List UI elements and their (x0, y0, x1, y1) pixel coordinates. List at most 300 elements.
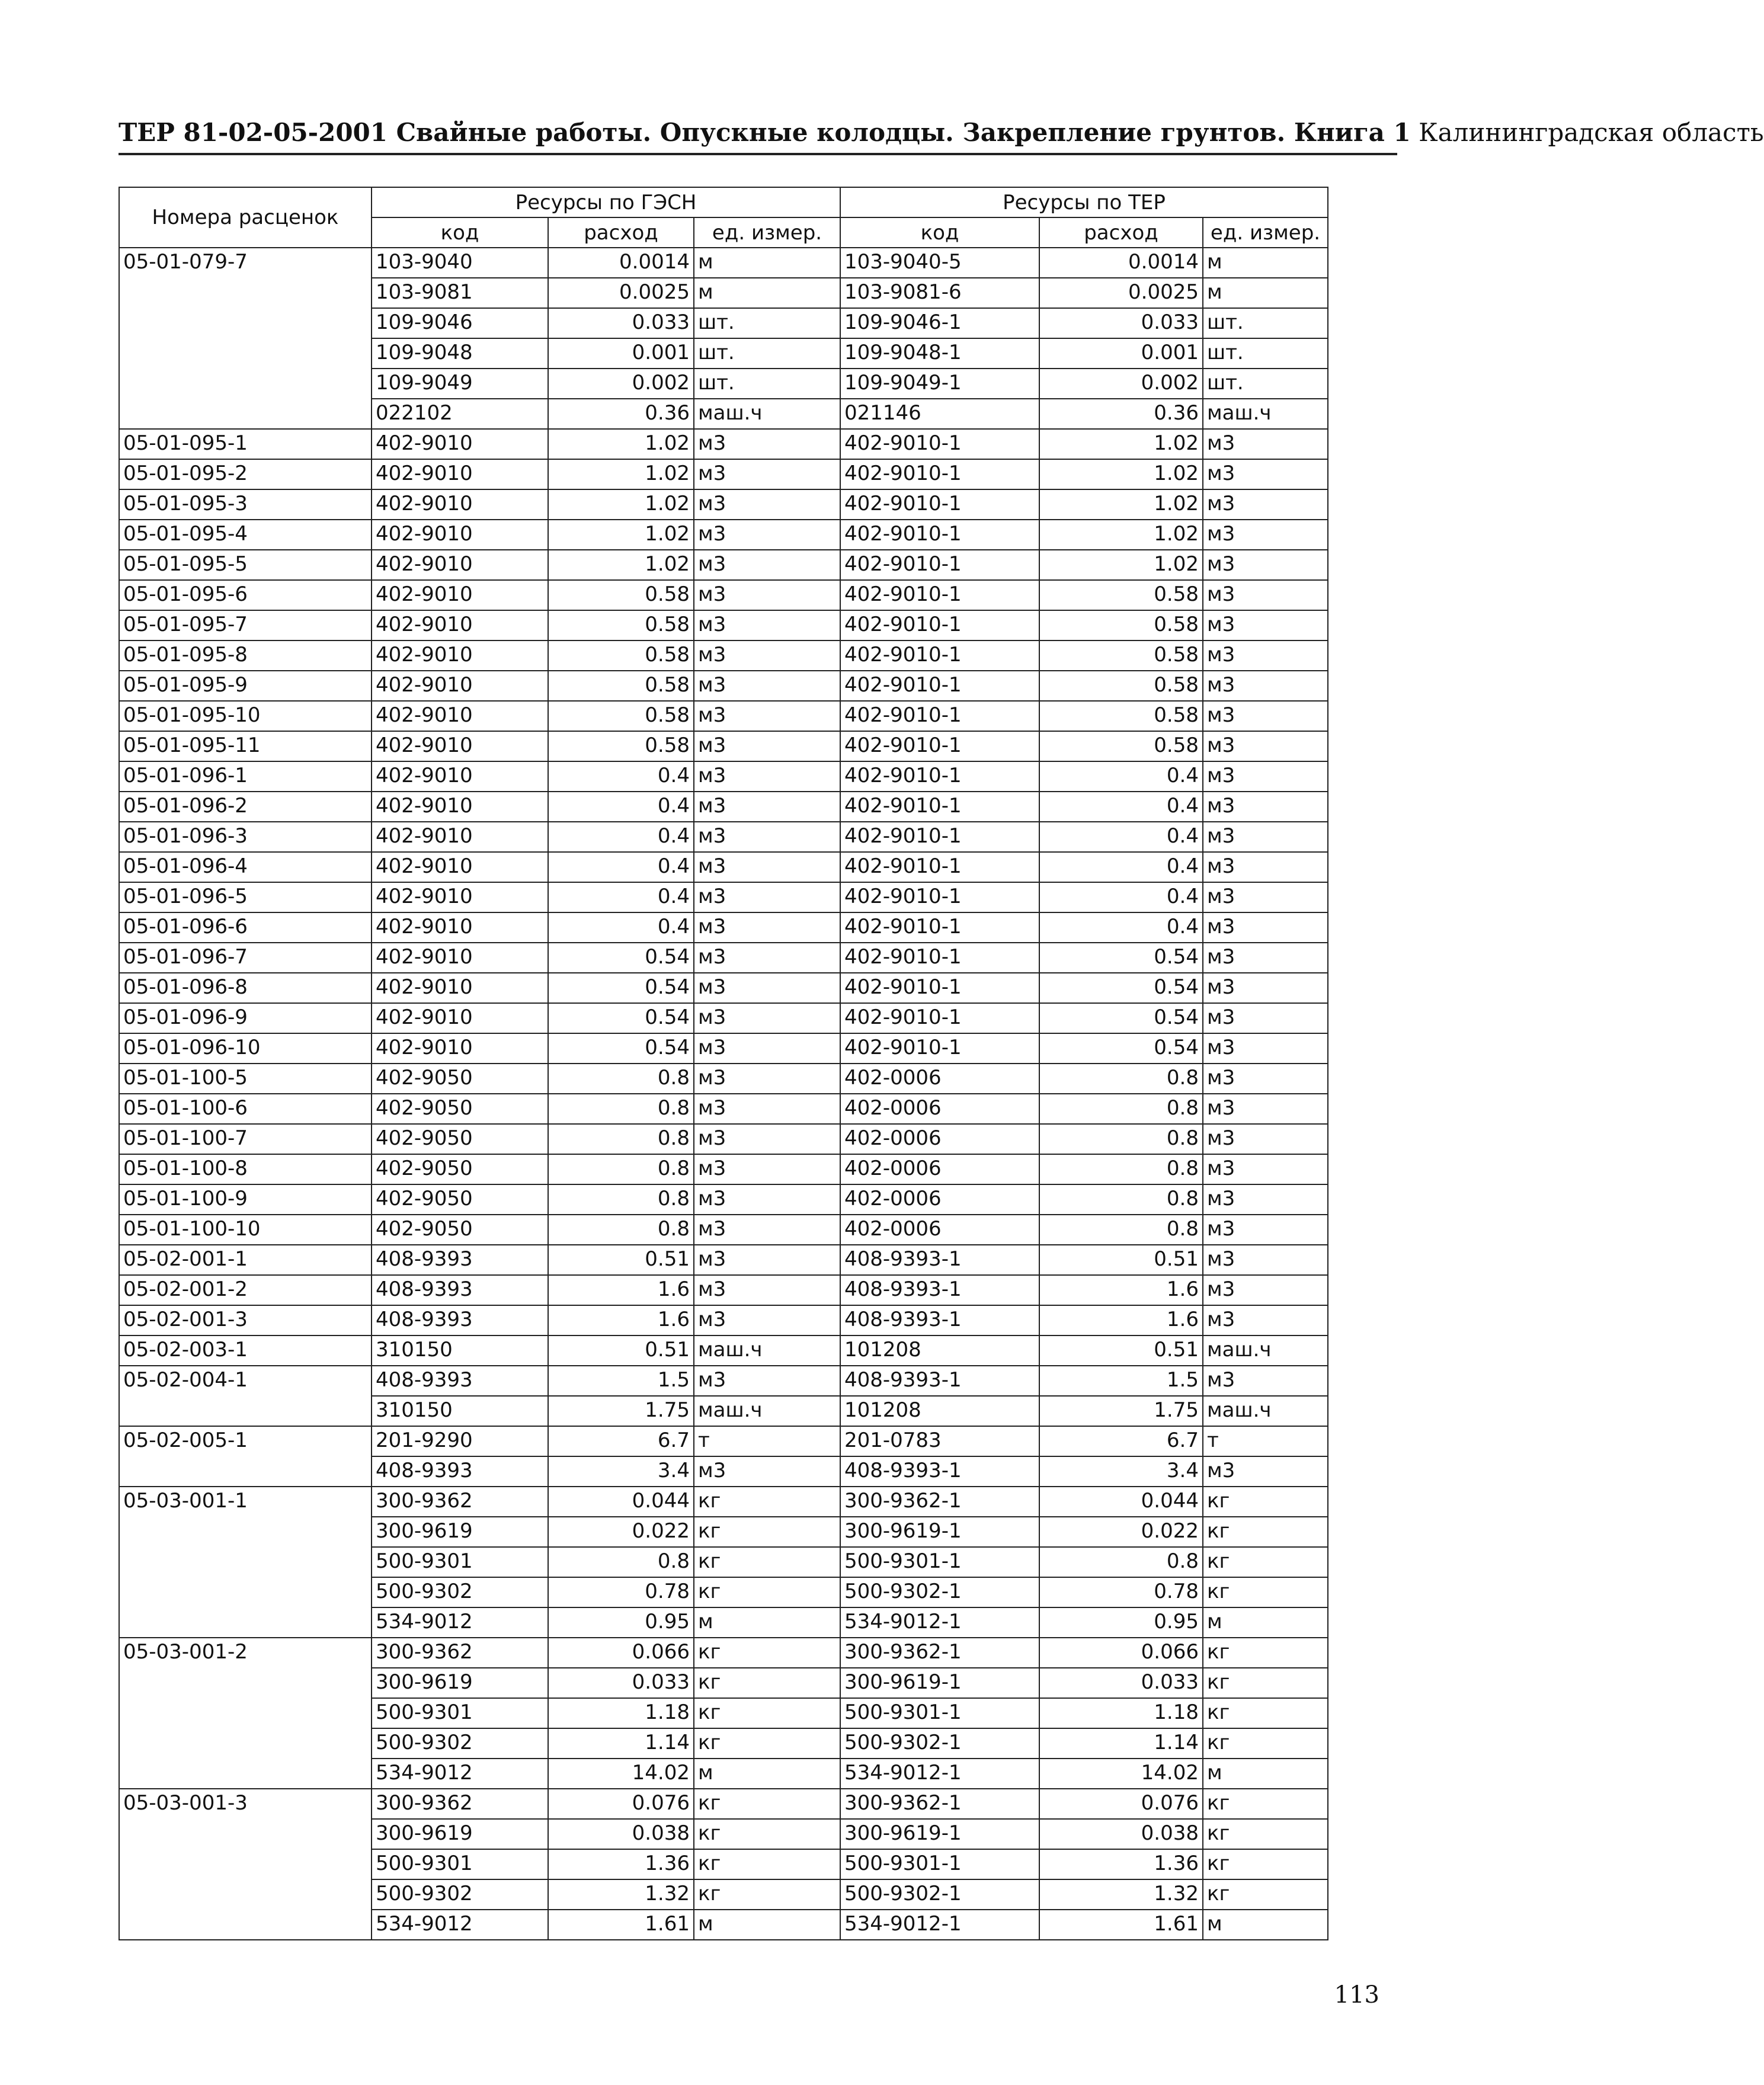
gesn-code-cell: 402-9050 (372, 1215, 548, 1245)
ter-qty-cell: 1.02 (1039, 489, 1203, 520)
gesn-qty-cell: 0.4 (548, 852, 694, 882)
gesn-code-cell: 402-9010 (372, 1003, 548, 1033)
ter-qty-cell: 1.6 (1039, 1275, 1203, 1305)
gesn-unit-cell: кг (694, 1819, 840, 1849)
gesn-unit-cell: шт. (694, 369, 840, 399)
ter-qty-cell: 1.02 (1039, 459, 1203, 489)
ter-code-cell: 500-9302-1 (840, 1577, 1039, 1607)
gesn-qty-cell: 0.0025 (548, 278, 694, 308)
ter-qty-cell: 6.7 (1039, 1426, 1203, 1456)
ter-code-cell: 300-9362-1 (840, 1487, 1039, 1517)
gesn-code-cell: 300-9362 (372, 1638, 548, 1668)
gesn-qty-cell: 0.8 (548, 1215, 694, 1245)
ter-qty-cell: 1.32 (1039, 1879, 1203, 1910)
ter-code-cell: 408-9393-1 (840, 1275, 1039, 1305)
ter-unit-cell: кг (1203, 1698, 1328, 1728)
ter-qty-cell: 1.18 (1039, 1698, 1203, 1728)
gesn-unit-cell: кг (694, 1728, 840, 1759)
gesn-qty-cell: 0.51 (548, 1245, 694, 1275)
table-row (119, 459, 1328, 489)
ter-code-cell: 402-9010-1 (840, 550, 1039, 580)
table-row (119, 1245, 1328, 1275)
ter-qty-cell: 0.95 (1039, 1607, 1203, 1638)
ter-code-cell: 402-9010-1 (840, 489, 1039, 520)
ter-unit-cell: м3 (1203, 640, 1328, 671)
ter-qty-cell: 0.54 (1039, 1033, 1203, 1064)
gesn-code-cell: 103-9040 (372, 248, 548, 278)
gesn-unit-cell: м3 (694, 1456, 840, 1487)
ter-unit-cell: шт. (1203, 338, 1328, 369)
rate-number-cell: 05-01-096-9 (119, 1003, 372, 1033)
table-row (119, 671, 1328, 701)
ter-code-cell: 402-0006 (840, 1154, 1039, 1184)
rate-number-cell: 05-03-001-1 (119, 1487, 372, 1638)
ter-unit-cell: м3 (1203, 429, 1328, 459)
gesn-code-cell: 402-9010 (372, 852, 548, 882)
table-row (119, 822, 1328, 852)
rate-number-cell: 05-03-001-3 (119, 1789, 372, 1940)
rate-number-cell: 05-01-095-10 (119, 701, 372, 731)
ter-unit-cell: м3 (1203, 912, 1328, 943)
gesn-code-cell: 402-9010 (372, 882, 548, 912)
ter-unit-cell: кг (1203, 1517, 1328, 1547)
gesn-qty-cell: 0.4 (548, 882, 694, 912)
ter-qty-cell: 1.14 (1039, 1728, 1203, 1759)
ter-code-cell: 500-9301-1 (840, 1849, 1039, 1879)
rate-number-cell: 05-02-001-1 (119, 1245, 372, 1275)
gesn-unit-header: ед. измер. (694, 217, 840, 248)
gesn-code-cell: 402-9050 (372, 1154, 548, 1184)
gesn-code-cell: 402-9010 (372, 761, 548, 792)
gesn-code-cell: 402-9010 (372, 792, 548, 822)
ter-qty-cell: 0.58 (1039, 671, 1203, 701)
gesn-unit-cell: м3 (694, 943, 840, 973)
rate-number-cell: 05-02-003-1 (119, 1335, 372, 1366)
gesn-qty-cell: 1.6 (548, 1275, 694, 1305)
ter-unit-cell: м3 (1203, 1154, 1328, 1184)
page-header (119, 116, 1764, 150)
ter-code-cell: 402-9010-1 (840, 852, 1039, 882)
gesn-code-cell: 534-9012 (372, 1607, 548, 1638)
ter-unit-cell: м3 (1203, 1215, 1328, 1245)
ter-unit-cell: м3 (1203, 1124, 1328, 1154)
gesn-qty-cell: 1.5 (548, 1366, 694, 1396)
ter-code-cell: 534-9012-1 (840, 1607, 1039, 1638)
gesn-code-cell: 408-9393 (372, 1305, 548, 1335)
table-row (119, 640, 1328, 671)
ter-qty-cell: 0.4 (1039, 912, 1203, 943)
ter-unit-cell: м3 (1203, 761, 1328, 792)
ter-qty-cell: 0.8 (1039, 1094, 1203, 1124)
gesn-code-cell: 402-9010 (372, 550, 548, 580)
gesn-qty-cell: 0.54 (548, 1003, 694, 1033)
ter-code-cell: 103-9081-6 (840, 278, 1039, 308)
table-row (119, 943, 1328, 973)
ter-code-cell: 300-9619-1 (840, 1517, 1039, 1547)
ter-code-cell: 402-9010-1 (840, 640, 1039, 671)
ter-unit-cell: шт. (1203, 369, 1328, 399)
gesn-qty-cell: 3.4 (548, 1456, 694, 1487)
rate-number-cell: 05-01-100-8 (119, 1154, 372, 1184)
ter-code-cell: 500-9302-1 (840, 1879, 1039, 1910)
gesn-code-cell: 201-9290 (372, 1426, 548, 1456)
ter-qty-cell: 1.5 (1039, 1366, 1203, 1396)
gesn-qty-cell: 0.58 (548, 701, 694, 731)
ter-unit-cell: кг (1203, 1789, 1328, 1819)
rate-number-cell: 05-01-095-3 (119, 489, 372, 520)
table-row (119, 882, 1328, 912)
table-row (119, 1305, 1328, 1335)
gesn-unit-cell: м3 (694, 459, 840, 489)
gesn-unit-cell: шт. (694, 338, 840, 369)
gesn-unit-cell: м3 (694, 1033, 840, 1064)
ter-qty-cell: 0.8 (1039, 1547, 1203, 1577)
gesn-code-cell: 402-9010 (372, 822, 548, 852)
table-row (119, 1124, 1328, 1154)
ter-qty-cell: 1.75 (1039, 1396, 1203, 1426)
gesn-qty-cell: 1.02 (548, 429, 694, 459)
table-row (119, 550, 1328, 580)
gesn-qty-cell: 14.02 (548, 1759, 694, 1789)
ter-unit-cell: кг (1203, 1547, 1328, 1577)
gesn-unit-cell: маш.ч (694, 1335, 840, 1366)
gesn-group-header: Ресурсы по ГЭСН (372, 187, 840, 217)
rate-number-cell: 05-01-095-6 (119, 580, 372, 610)
ter-unit-cell: м3 (1203, 973, 1328, 1003)
ter-qty-cell: 3.4 (1039, 1456, 1203, 1487)
ter-qty-cell: 0.038 (1039, 1819, 1203, 1849)
gesn-unit-cell: м3 (694, 1245, 840, 1275)
rate-number-cell: 05-01-096-4 (119, 852, 372, 882)
ter-unit-cell: м3 (1203, 731, 1328, 761)
ter-qty-cell: 1.6 (1039, 1305, 1203, 1335)
col-rates-header: Номера расценок (119, 187, 372, 248)
gesn-code-cell: 534-9012 (372, 1759, 548, 1789)
ter-code-cell: 402-0006 (840, 1094, 1039, 1124)
ter-unit-cell: м3 (1203, 520, 1328, 550)
ter-unit-cell: м3 (1203, 852, 1328, 882)
ter-code-cell: 402-9010-1 (840, 610, 1039, 640)
gesn-code-cell: 500-9302 (372, 1728, 548, 1759)
gesn-code-cell: 402-9010 (372, 912, 548, 943)
gesn-unit-cell: кг (694, 1789, 840, 1819)
ter-code-cell: 402-9010-1 (840, 459, 1039, 489)
table-row (119, 1094, 1328, 1124)
ter-qty-cell: 0.54 (1039, 973, 1203, 1003)
gesn-qty-cell: 0.038 (548, 1819, 694, 1849)
gesn-unit-cell: кг (694, 1668, 840, 1698)
gesn-unit-cell: м3 (694, 610, 840, 640)
gesn-qty-cell: 0.4 (548, 761, 694, 792)
gesn-qty-cell: 1.02 (548, 489, 694, 520)
ter-qty-cell: 0.4 (1039, 882, 1203, 912)
rate-number-cell: 05-01-096-7 (119, 943, 372, 973)
ter-code-cell: 402-9010-1 (840, 1033, 1039, 1064)
ter-qty-header: расход (1039, 217, 1203, 248)
gesn-unit-cell: м (694, 1759, 840, 1789)
gesn-unit-cell: м3 (694, 912, 840, 943)
ter-code-cell: 109-9048-1 (840, 338, 1039, 369)
ter-unit-cell: кг (1203, 1728, 1328, 1759)
rate-number-cell: 05-01-096-8 (119, 973, 372, 1003)
ter-unit-cell: кг (1203, 1819, 1328, 1849)
gesn-unit-cell: м3 (694, 1215, 840, 1245)
table-row (119, 1366, 1328, 1396)
gesn-unit-cell: кг (694, 1638, 840, 1668)
rate-number-cell: 05-01-095-4 (119, 520, 372, 550)
ter-unit-cell: м (1203, 278, 1328, 308)
ter-qty-cell: 1.36 (1039, 1849, 1203, 1879)
gesn-code-cell: 500-9302 (372, 1879, 548, 1910)
ter-qty-cell: 0.8 (1039, 1215, 1203, 1245)
rate-number-cell: 05-01-079-7 (119, 248, 372, 429)
ter-code-cell: 109-9049-1 (840, 369, 1039, 399)
ter-unit-header: ед. измер. (1203, 217, 1328, 248)
header-region: Калининградская область (1419, 118, 1764, 147)
gesn-code-cell: 300-9362 (372, 1789, 548, 1819)
table-row (119, 1275, 1328, 1305)
ter-qty-cell: 0.8 (1039, 1124, 1203, 1154)
ter-code-cell: 402-9010-1 (840, 943, 1039, 973)
ter-unit-cell: м3 (1203, 792, 1328, 822)
ter-unit-cell: м3 (1203, 580, 1328, 610)
gesn-code-cell: 402-9010 (372, 1033, 548, 1064)
gesn-qty-cell: 0.8 (548, 1547, 694, 1577)
ter-code-cell: 402-9010-1 (840, 822, 1039, 852)
gesn-unit-cell: м3 (694, 520, 840, 550)
ter-unit-cell: м3 (1203, 1456, 1328, 1487)
table-row (119, 1064, 1328, 1094)
ter-code-cell: 402-9010-1 (840, 580, 1039, 610)
gesn-unit-cell: м3 (694, 1275, 840, 1305)
rate-number-cell: 05-01-096-2 (119, 792, 372, 822)
gesn-code-cell: 310150 (372, 1335, 548, 1366)
gesn-qty-cell: 0.58 (548, 610, 694, 640)
ter-qty-cell: 0.0014 (1039, 248, 1203, 278)
ter-group-header: Ресурсы по ТЕР (840, 187, 1328, 217)
ter-qty-cell: 0.54 (1039, 943, 1203, 973)
table-row (119, 1487, 1328, 1517)
ter-code-cell: 402-9010-1 (840, 973, 1039, 1003)
ter-unit-cell: м3 (1203, 1305, 1328, 1335)
ter-qty-cell: 0.58 (1039, 610, 1203, 640)
ter-unit-cell: м3 (1203, 1064, 1328, 1094)
gesn-unit-cell: м3 (694, 822, 840, 852)
ter-unit-cell: м3 (1203, 822, 1328, 852)
ter-qty-cell: 14.02 (1039, 1759, 1203, 1789)
gesn-unit-cell: м3 (694, 1094, 840, 1124)
gesn-code-cell: 402-9010 (372, 701, 548, 731)
gesn-code-cell: 300-9362 (372, 1487, 548, 1517)
ter-unit-cell: кг (1203, 1638, 1328, 1668)
gesn-code-cell: 402-9010 (372, 520, 548, 550)
ter-qty-cell: 0.033 (1039, 1668, 1203, 1698)
ter-qty-cell: 0.4 (1039, 822, 1203, 852)
ter-qty-cell: 0.001 (1039, 338, 1203, 369)
gesn-qty-cell: 0.076 (548, 1789, 694, 1819)
ter-qty-cell: 0.51 (1039, 1335, 1203, 1366)
ter-qty-cell: 0.78 (1039, 1577, 1203, 1607)
rates-table (119, 187, 1328, 1940)
gesn-unit-cell: кг (694, 1879, 840, 1910)
ter-code-cell: 402-0006 (840, 1184, 1039, 1215)
table-row (119, 580, 1328, 610)
rate-number-cell: 05-03-001-2 (119, 1638, 372, 1789)
gesn-code-cell: 534-9012 (372, 1910, 548, 1940)
gesn-unit-cell: м3 (694, 792, 840, 822)
ter-unit-cell: м3 (1203, 671, 1328, 701)
ter-unit-cell: т (1203, 1426, 1328, 1456)
gesn-code-cell: 402-9010 (372, 731, 548, 761)
ter-qty-cell: 0.002 (1039, 369, 1203, 399)
gesn-qty-cell: 0.78 (548, 1577, 694, 1607)
table-row (119, 792, 1328, 822)
ter-code-cell: 101208 (840, 1335, 1039, 1366)
ter-unit-cell: м (1203, 1607, 1328, 1638)
gesn-unit-cell: м3 (694, 973, 840, 1003)
rate-number-cell: 05-01-100-9 (119, 1184, 372, 1215)
ter-code-cell: 402-9010-1 (840, 731, 1039, 761)
ter-qty-cell: 0.36 (1039, 399, 1203, 429)
ter-code-cell: 500-9301-1 (840, 1698, 1039, 1728)
ter-qty-cell: 0.076 (1039, 1789, 1203, 1819)
rate-number-cell: 05-01-096-3 (119, 822, 372, 852)
ter-unit-cell: маш.ч (1203, 1335, 1328, 1366)
ter-code-cell: 300-9362-1 (840, 1638, 1039, 1668)
ter-unit-cell: шт. (1203, 308, 1328, 338)
ter-code-cell: 500-9302-1 (840, 1728, 1039, 1759)
gesn-code-cell: 300-9619 (372, 1819, 548, 1849)
gesn-code-cell: 300-9619 (372, 1517, 548, 1547)
ter-unit-cell: м3 (1203, 701, 1328, 731)
gesn-qty-cell: 0.36 (548, 399, 694, 429)
gesn-qty-cell: 0.8 (548, 1064, 694, 1094)
gesn-qty-cell: 0.0014 (548, 248, 694, 278)
gesn-code-cell: 408-9393 (372, 1366, 548, 1396)
gesn-qty-cell: 0.8 (548, 1124, 694, 1154)
gesn-unit-cell: м3 (694, 640, 840, 671)
ter-unit-cell: м (1203, 248, 1328, 278)
gesn-code-cell: 402-9010 (372, 943, 548, 973)
gesn-unit-cell: м3 (694, 550, 840, 580)
gesn-code-cell: 408-9393 (372, 1245, 548, 1275)
rate-number-cell: 05-01-096-5 (119, 882, 372, 912)
rate-number-cell: 05-01-096-6 (119, 912, 372, 943)
gesn-code-cell: 408-9393 (372, 1275, 548, 1305)
ter-qty-cell: 0.58 (1039, 580, 1203, 610)
ter-qty-cell: 1.02 (1039, 520, 1203, 550)
ter-code-cell: 402-9010-1 (840, 701, 1039, 731)
ter-code-cell: 534-9012-1 (840, 1759, 1039, 1789)
rate-number-cell: 05-01-095-7 (119, 610, 372, 640)
gesn-unit-cell: кг (694, 1698, 840, 1728)
rate-number-cell: 05-01-100-6 (119, 1094, 372, 1124)
gesn-code-cell: 402-9050 (372, 1124, 548, 1154)
gesn-qty-cell: 0.033 (548, 308, 694, 338)
ter-qty-cell: 0.033 (1039, 308, 1203, 338)
gesn-unit-cell: маш.ч (694, 1396, 840, 1426)
rate-number-cell: 05-02-001-3 (119, 1305, 372, 1335)
gesn-code-cell: 109-9048 (372, 338, 548, 369)
gesn-qty-cell: 0.4 (548, 912, 694, 943)
ter-qty-cell: 0.51 (1039, 1245, 1203, 1275)
ter-qty-cell: 0.8 (1039, 1064, 1203, 1094)
table-body (119, 248, 1328, 1940)
gesn-qty-cell: 1.02 (548, 550, 694, 580)
gesn-unit-cell: кг (694, 1517, 840, 1547)
table-row (119, 912, 1328, 943)
gesn-qty-cell: 0.58 (548, 580, 694, 610)
gesn-unit-cell: м3 (694, 1003, 840, 1033)
ter-code-cell: 300-9619-1 (840, 1819, 1039, 1849)
table-row (119, 248, 1328, 278)
ter-code-cell: 500-9301-1 (840, 1547, 1039, 1577)
gesn-unit-cell: м3 (694, 761, 840, 792)
table-row (119, 489, 1328, 520)
gesn-qty-cell: 0.54 (548, 973, 694, 1003)
rate-number-cell: 05-01-095-5 (119, 550, 372, 580)
gesn-unit-cell: м3 (694, 1124, 840, 1154)
gesn-qty-cell: 0.95 (548, 1607, 694, 1638)
rate-number-cell: 05-01-095-2 (119, 459, 372, 489)
ter-code-cell: 201-0783 (840, 1426, 1039, 1456)
gesn-qty-cell: 0.4 (548, 822, 694, 852)
gesn-code-cell: 109-9049 (372, 369, 548, 399)
gesn-code-cell: 402-9010 (372, 489, 548, 520)
gesn-code-cell: 402-9050 (372, 1064, 548, 1094)
gesn-unit-cell: м3 (694, 1184, 840, 1215)
gesn-code-cell: 500-9301 (372, 1849, 548, 1879)
gesn-unit-cell: т (694, 1426, 840, 1456)
gesn-qty-cell: 6.7 (548, 1426, 694, 1456)
gesn-unit-cell: маш.ч (694, 399, 840, 429)
rate-number-cell: 05-01-100-10 (119, 1215, 372, 1245)
gesn-unit-cell: кг (694, 1547, 840, 1577)
gesn-unit-cell: м3 (694, 580, 840, 610)
ter-code-cell: 408-9393-1 (840, 1305, 1039, 1335)
ter-code-cell: 109-9046-1 (840, 308, 1039, 338)
table-row (119, 1215, 1328, 1245)
header-rule (119, 153, 1397, 155)
ter-unit-cell: кг (1203, 1487, 1328, 1517)
ter-code-header: код (840, 217, 1039, 248)
ter-code-cell: 408-9393-1 (840, 1366, 1039, 1396)
ter-code-cell: 021146 (840, 399, 1039, 429)
gesn-code-cell: 103-9081 (372, 278, 548, 308)
ter-code-cell: 402-0006 (840, 1064, 1039, 1094)
gesn-code-cell: 310150 (372, 1396, 548, 1426)
ter-code-cell: 402-9010-1 (840, 429, 1039, 459)
gesn-qty-header: расход (548, 217, 694, 248)
ter-qty-cell: 0.8 (1039, 1184, 1203, 1215)
gesn-unit-cell: м3 (694, 701, 840, 731)
rate-number-cell: 05-02-004-1 (119, 1366, 372, 1426)
gesn-unit-cell: м3 (694, 1366, 840, 1396)
gesn-qty-cell: 0.58 (548, 731, 694, 761)
ter-code-cell: 402-9010-1 (840, 912, 1039, 943)
gesn-qty-cell: 1.36 (548, 1849, 694, 1879)
ter-unit-cell: м3 (1203, 550, 1328, 580)
ter-unit-cell: м3 (1203, 1184, 1328, 1215)
rate-number-cell: 05-01-100-5 (119, 1064, 372, 1094)
gesn-code-cell: 300-9619 (372, 1668, 548, 1698)
ter-code-cell: 402-0006 (840, 1124, 1039, 1154)
table-row (119, 610, 1328, 640)
ter-unit-cell: м3 (1203, 1245, 1328, 1275)
rate-number-cell: 05-01-095-1 (119, 429, 372, 459)
ter-code-cell: 402-9010-1 (840, 520, 1039, 550)
gesn-qty-cell: 1.02 (548, 459, 694, 489)
